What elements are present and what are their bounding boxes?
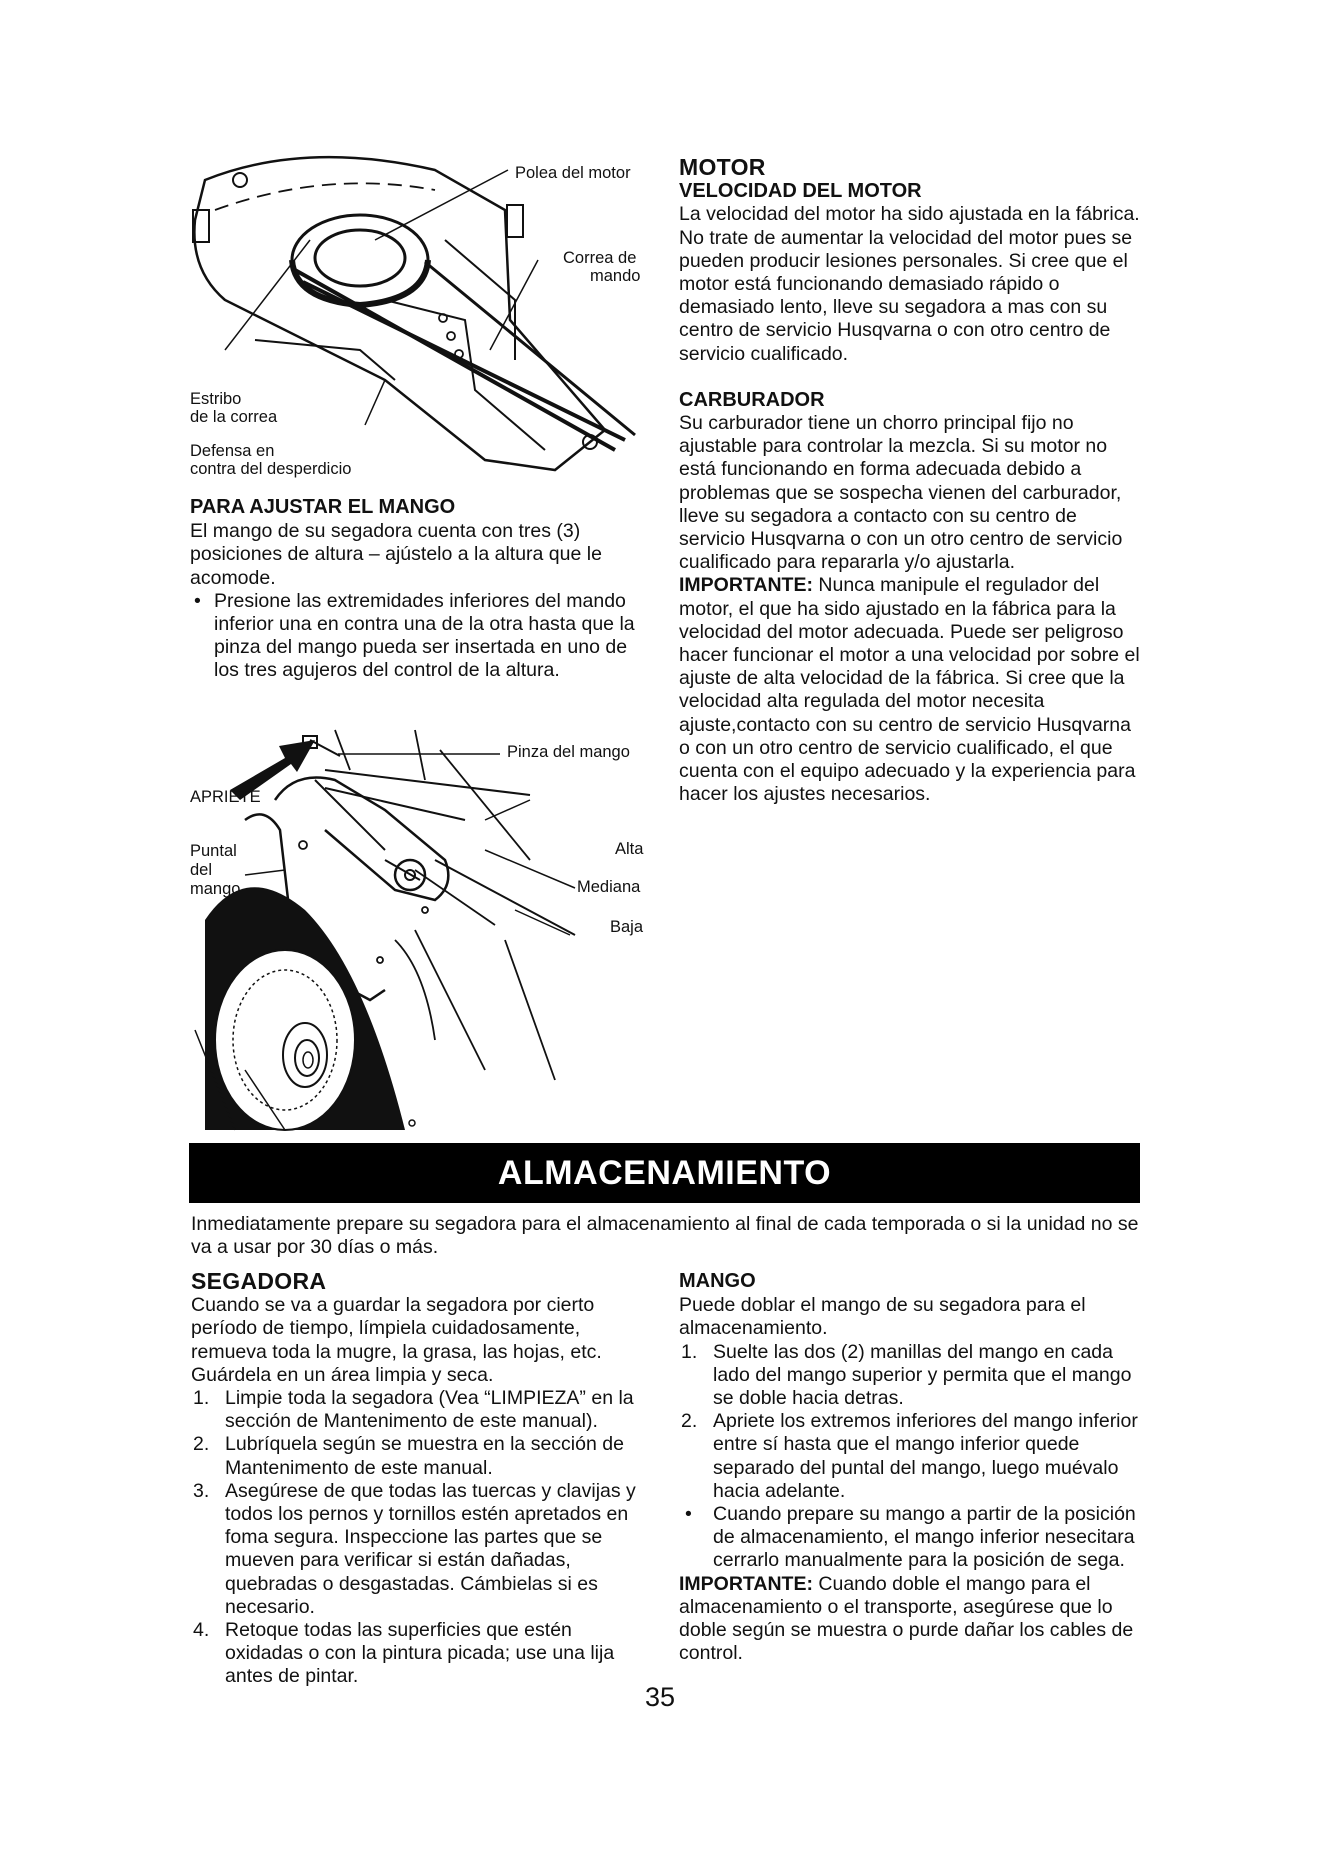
mower-storage-text: Cuando se va a guardar la segadora por cierto período de tiempo, límpiela cuidadosamente, remueva toda la mugre, la grasa, las hojas, etc. Guárdela en un área limpia y seca. bbox=[191, 1294, 602, 1386]
label-position-high: Alta bbox=[615, 840, 644, 858]
list-item bbox=[679, 1410, 1141, 1503]
bullet-marker: • bbox=[194, 589, 201, 612]
step-number: 2. bbox=[193, 1433, 210, 1456]
step-number: • bbox=[685, 1503, 692, 1526]
engine-speed-title: VELOCIDAD DEL MOTOR bbox=[679, 180, 922, 203]
handle-important-note bbox=[679, 1573, 1141, 1666]
handle-storage-text: Puede doblar el mango de su segadora para el almacenamiento. bbox=[679, 1294, 1086, 1340]
list-item bbox=[679, 1503, 1141, 1573]
label-handle-strut-1: Puntal bbox=[190, 842, 237, 860]
mower-storage-section bbox=[191, 1270, 653, 1689]
label-handle-clip: Pinza del mango bbox=[507, 743, 630, 761]
handle-adjust-bullet-text: Presione las extremidades inferiores del mando inferior una en contra una de la otra hasta que la pinza del mango pueda ser insertada en uno de los tres agujeros del control de la altura. bbox=[214, 589, 635, 682]
storage-intro: Inmediatamente prepare su segadora para el almacenamiento al final de cada temporada o si la unidad no se va a usar por 30 días o más. bbox=[191, 1213, 1139, 1259]
motor-title: MOTOR bbox=[679, 154, 766, 180]
step-text: Limpie toda la segadora (Vea “LIMPIEZA” en la sección de Mantenimento de este manual). bbox=[225, 1387, 634, 1433]
belt-diagram bbox=[185, 150, 655, 490]
handle-adjust-section bbox=[190, 496, 652, 683]
handle-important-text: Cuando doble el mango para el almacenamiento o el transporte, asegúrese que lo doble según se muestra o purde dañar los cables de control. bbox=[679, 1572, 1134, 1665]
label-debris-shield-2: contra del desperdicio bbox=[190, 460, 352, 478]
label-belt-keeper-2: de la correa bbox=[190, 408, 278, 426]
step-text: Lubríquela según se muestra en la sección de Mantenimento de este manual. bbox=[225, 1433, 624, 1479]
label-debris-shield-1: Defensa en bbox=[190, 442, 275, 460]
step-text: Suelte las dos (2) manillas del mango en cada lado del mango superior y permita que el mango se doble hacia detras. bbox=[713, 1340, 1132, 1410]
motor-important-text: Nunca manipule el regulador del motor, el que ha sido ajustado en la fábrica para la velocidad del motor adecuada. Puede ser peligroso hacer funcionar el motor a una velocidad por sobre el ajuste de alta velocidad de la fábrica. Si cree que la velocidad alta regulada del motor necesita ajuste,contacto con su centro de servicio Husqvarna o con un otro centro de servicio cualificado, el que cuenta con el equipo adecuado y la experiencia para hacer los ajustes necesarios. bbox=[679, 574, 1140, 806]
carburetor-text: Su carburador tiene un chorro principal fijo no ajustable para controlar la mezcla. Si su motor no está funcionando en forma adecuada debido a problemas que se sospecha vienen del carburador, lleve su segadora a contacto con su centro de servicio Husqvarna o con un otro centro de servicio cualificado para repararla y/o ajustarla. bbox=[679, 412, 1123, 574]
label-handle-strut-2: del bbox=[190, 861, 213, 879]
mower-storage-steps bbox=[191, 1387, 653, 1689]
engine-speed-text: La velocidad del motor ha sido ajustada en la fábrica. No trate de aumentar la velocidad del motor pues se pueden producir lesiones personales. Si cree que el motor está funcionando demasiado rápido o demasiado lento, lleve su segadora a mas con su centro de servicio Husqvarna o con otro centro de servicio cualificado. bbox=[679, 203, 1140, 365]
list-item bbox=[679, 1341, 1141, 1411]
step-number: 4. bbox=[193, 1619, 210, 1642]
label-squeeze: APRIETE bbox=[190, 788, 261, 806]
label-handle-strut-3: mango bbox=[190, 880, 241, 898]
motor-important-label: IMPORTANTE: bbox=[679, 574, 813, 597]
label-drive-belt-2: mando bbox=[590, 267, 641, 285]
handle-position-illustration bbox=[185, 710, 655, 1130]
step-text: Asegúrese de que todas las tuercas y clavijas y todos los pernos y tornillos estén apretados en foma segura. Inspeccione las partes que se mueven para verificar si están dañadas, quebradas o desgastadas. Cámbielas si es necesario. bbox=[225, 1479, 636, 1618]
label-position-medium: Mediana bbox=[577, 878, 641, 896]
handle-adjust-bullet bbox=[190, 590, 652, 683]
motor-important-note bbox=[679, 574, 1141, 806]
step-text: Retoque todas las superficies que estén oxidadas o con la pintura picada; use una lija antes de pintar. bbox=[225, 1619, 615, 1688]
list-item bbox=[191, 1387, 653, 1433]
carburetor-title: CARBURADOR bbox=[679, 388, 825, 411]
handle-adjust-intro: El mango de su segadora cuenta con tres (3) posiciones de altura – ajústelo a la altura que le acomode. bbox=[190, 520, 602, 589]
handle-important-label: IMPORTANTE: bbox=[679, 1572, 813, 1595]
belt-pulley-illustration bbox=[185, 150, 655, 490]
label-motor-pulley: Polea del motor bbox=[515, 164, 631, 182]
storage-banner bbox=[189, 1143, 1140, 1203]
motor-section bbox=[679, 156, 1141, 806]
list-item bbox=[191, 1433, 653, 1479]
step-text: Cuando prepare su mango a partir de la posición de almacenamiento, el mango inferior nesecitara cerrarlo manualmente para la posición de sega. bbox=[713, 1503, 1136, 1572]
step-number: 3. bbox=[193, 1479, 210, 1502]
label-belt-keeper-1: Estribo bbox=[190, 390, 242, 408]
label-drive-belt-1: Correa de bbox=[563, 249, 637, 267]
mower-storage-title: SEGADORA bbox=[191, 1268, 327, 1294]
step-number: 2. bbox=[681, 1410, 698, 1433]
handle-storage-title: MANGO bbox=[679, 1270, 756, 1292]
handle-storage-steps bbox=[679, 1341, 1141, 1573]
step-text: Apriete los extremos inferiores del mango inferior entre sí hasta que el mango inferior quede separado del puntal del mango, luego muévalo hacia adelante. bbox=[713, 1410, 1138, 1502]
step-number: 1. bbox=[681, 1340, 698, 1363]
step-number: 1. bbox=[193, 1387, 210, 1410]
handle-position-diagram bbox=[185, 710, 655, 1130]
handle-storage-section bbox=[679, 1270, 1141, 1665]
page-number: 35 bbox=[645, 1682, 676, 1712]
handle-adjust-title: PARA AJUSTAR EL MANGO bbox=[190, 496, 456, 518]
list-item bbox=[191, 1480, 653, 1619]
list-item bbox=[191, 1619, 653, 1689]
storage-banner-title: ALMACENAMIENTO bbox=[497, 1154, 832, 1192]
label-position-low: Baja bbox=[610, 918, 644, 936]
